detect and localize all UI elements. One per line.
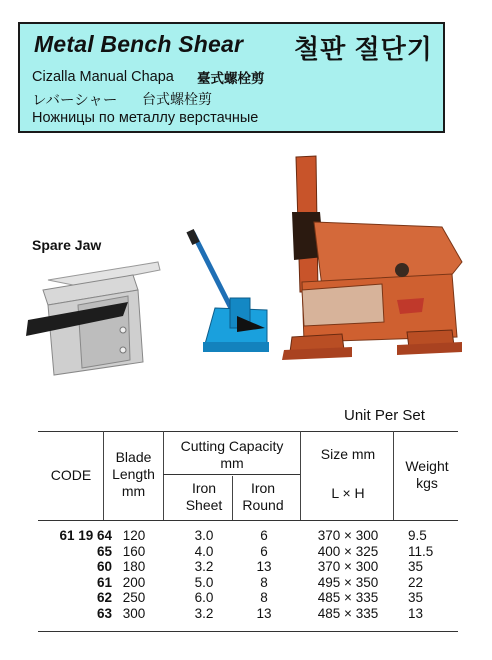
table-cell: 400 × 325 bbox=[317, 543, 379, 559]
chinese-traditional-name: 臺式螺栓剪 bbox=[197, 71, 265, 86]
table-cell: 370 × 300 bbox=[317, 528, 379, 543]
table-cell: 4.0 bbox=[194, 543, 214, 559]
table-divider bbox=[163, 431, 164, 520]
table-divider bbox=[103, 431, 104, 520]
table-divider bbox=[393, 431, 394, 520]
spanish-name: Cizalla Manual Chapa bbox=[32, 69, 174, 85]
iron-round-column bbox=[244, 528, 284, 621]
table-cell: 485 × 335 bbox=[317, 590, 379, 605]
table-cell: 35 bbox=[408, 559, 424, 574]
table-cell: 485 × 335 bbox=[317, 605, 379, 621]
table-cell: 6 bbox=[260, 528, 268, 543]
table-cell: 3.2 bbox=[194, 605, 214, 621]
table-cell: 6.0 bbox=[194, 590, 214, 605]
iron-sheet-column bbox=[182, 528, 226, 621]
chinese-simplified-name: 台式螺栓剪 bbox=[142, 91, 212, 107]
blue-shear-image bbox=[175, 228, 270, 363]
table-cell: 6 bbox=[260, 543, 268, 559]
table-cell: 22 bbox=[408, 574, 424, 590]
table-cell: 200 bbox=[122, 574, 146, 590]
blade-column bbox=[112, 528, 156, 621]
table-cell: 13 bbox=[256, 605, 272, 621]
header-iron-round: Iron Round bbox=[242, 480, 284, 513]
table-header-rule bbox=[38, 520, 458, 521]
spare-jaw-image bbox=[18, 250, 168, 380]
table-cell: 180 bbox=[122, 559, 146, 574]
table-cell: 300 bbox=[122, 605, 146, 621]
table-cell: 35 bbox=[408, 590, 424, 605]
table-cell: 160 bbox=[122, 543, 146, 559]
table-cell: 61 bbox=[96, 574, 112, 590]
table-cell: 9.5 bbox=[408, 528, 427, 543]
table-cell: 250 bbox=[122, 590, 146, 605]
table-divider bbox=[300, 431, 301, 520]
table-cell: 8 bbox=[260, 574, 268, 590]
header-blade: Blade Length mm bbox=[112, 449, 155, 499]
table-cell: 65 bbox=[96, 543, 112, 559]
size-column bbox=[306, 528, 390, 621]
table-cell: 11.5 bbox=[408, 543, 434, 559]
header-code: CODE bbox=[50, 467, 92, 483]
table-cell: 3.0 bbox=[194, 528, 214, 543]
product-title-korean: 철판 절단기 bbox=[294, 34, 433, 64]
code-column bbox=[18, 528, 112, 621]
table-divider bbox=[232, 476, 233, 520]
table-cell: 370 × 300 bbox=[317, 559, 379, 574]
table-cell: 120 bbox=[122, 528, 146, 543]
header-iron-sheet: Iron Sheet bbox=[185, 480, 223, 513]
table-cell: 8 bbox=[260, 590, 268, 605]
title-box bbox=[18, 22, 445, 133]
japanese-name: レバーシャー bbox=[32, 93, 118, 109]
table-cell: 5.0 bbox=[194, 574, 214, 590]
bench-shear-image bbox=[272, 152, 472, 372]
header-weight: Weight kgs bbox=[405, 458, 449, 491]
spare-jaw-label: Spare Jaw bbox=[32, 237, 102, 253]
table-cell: 62 bbox=[96, 590, 112, 605]
weight-column bbox=[408, 528, 444, 621]
russian-name: Ножницы по металлу верстачные bbox=[32, 110, 259, 126]
table-cell: 61 19 64 bbox=[59, 528, 112, 543]
table-bottom-rule bbox=[38, 631, 458, 632]
table-top-rule bbox=[38, 431, 458, 432]
table-cell: 3.2 bbox=[194, 559, 214, 574]
cutting-sub-rule bbox=[163, 474, 300, 475]
table-cell: 13 bbox=[256, 559, 272, 574]
header-size-sub: L × H bbox=[331, 485, 365, 501]
header-size: Size mm bbox=[320, 446, 376, 462]
product-title: Metal Bench Shear bbox=[34, 31, 244, 57]
table-cell: 495 × 350 bbox=[317, 574, 379, 590]
header-cutting: Cutting Capacity mm bbox=[180, 438, 284, 471]
table-cell: 13 bbox=[408, 605, 424, 621]
table-cell: 60 bbox=[96, 559, 112, 574]
table-cell: 63 bbox=[96, 605, 112, 621]
unit-note: Unit Per Set bbox=[344, 407, 425, 424]
